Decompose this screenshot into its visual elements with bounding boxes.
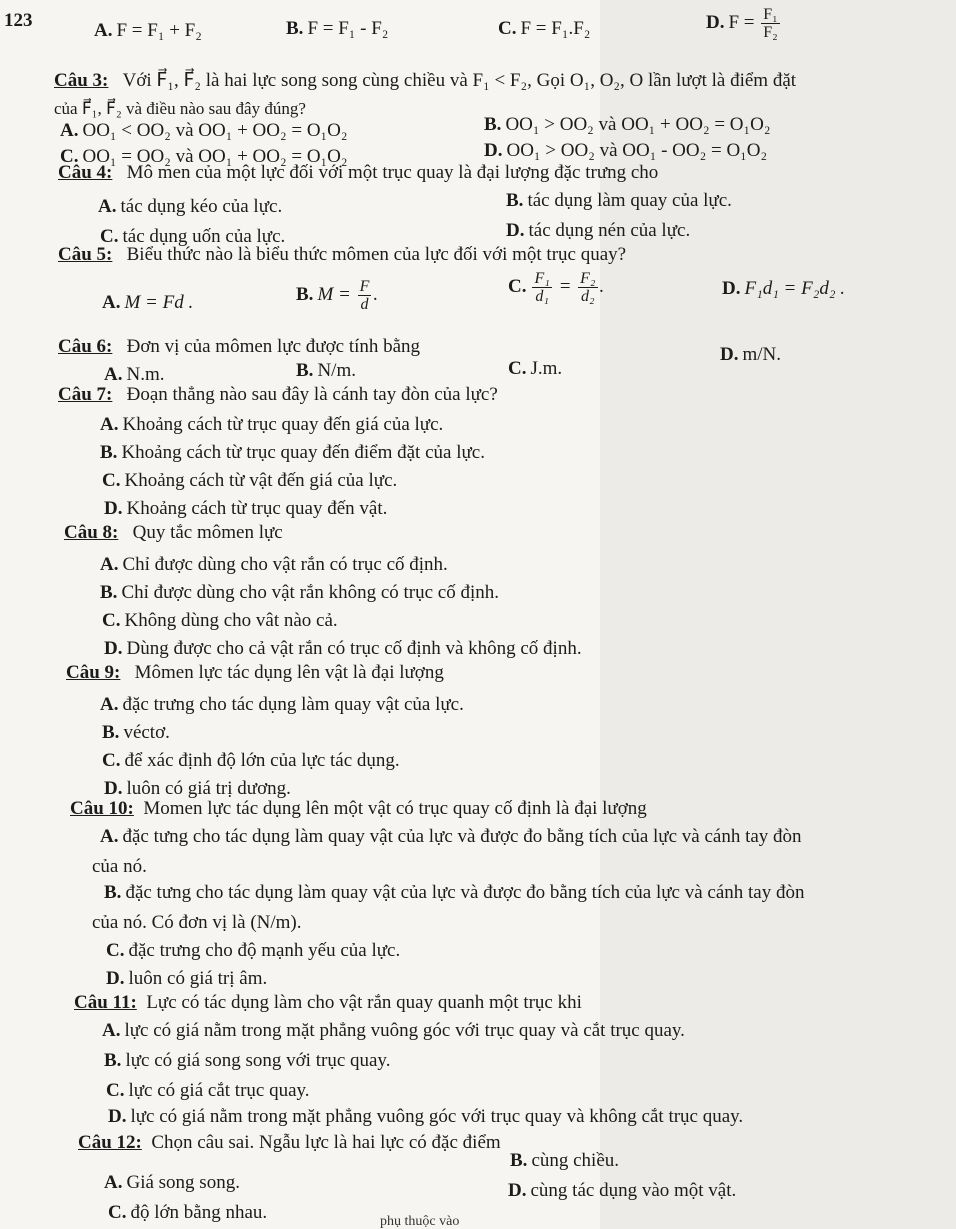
- question-5-option-d: D. F₁d₁ = F₂d₂ .: [722, 278, 845, 299]
- top-option-d: D. F = $\frac{\text{F₁}}{\text{F₂}}$: [706, 6, 778, 41]
- question-6-option-a: A. N.m.: [104, 364, 165, 385]
- question-10-option-b-cont: của nó. Có đơn vị là (N/m).: [92, 912, 302, 933]
- question-8-stem: Câu 8: Quy tắc mômen lực: [64, 522, 283, 543]
- question-4-option-a: A. tác dụng kéo của lực.: [98, 196, 283, 217]
- question-3-stem-cont: của F⃗₁, F⃗₂ và điều nào sau đây đúng?: [54, 99, 306, 118]
- question-5-option-c: C. $\frac{\text{F₁}}{\text{d₁}}$ = $\frac{\text{F₂}}{\text{d₂}}$ .: [508, 270, 605, 305]
- page-number: 123: [4, 10, 33, 31]
- question-12-stem: Câu 12: Chọn câu sai. Ngẫu lực là hai lực có đặc điểm: [78, 1132, 501, 1153]
- top-option-a: A. F = F₁ + F₂: [94, 20, 202, 41]
- question-12-option-b: B. cùng chiều.: [510, 1150, 620, 1171]
- question-11-option-b: B. lực có giá song song với trục quay.: [104, 1050, 391, 1071]
- question-5-option-a: A. M = Fd .: [102, 292, 194, 313]
- question-4-option-c: C. tác dụng uốn của lực.: [100, 226, 286, 247]
- question-10-stem: Câu 10: Momen lực tác dụng lên một vật có trục quay cố định là đại lượng: [70, 798, 647, 819]
- question-3-stem: Câu 3: Với F⃗₁, F⃗₂ là hai lực song song cùng chiều và F₁ < F₂, Gọi O₁, O₂, O lần lượt là điểm đặt: [54, 70, 797, 91]
- question-11-option-a: A. lực có giá nằm trong mặt phẳng vuông góc với trục quay và cắt trục quay.: [102, 1020, 685, 1041]
- question-6-option-c: C. J.m.: [508, 358, 563, 379]
- question-12-option-c: C. độ lớn bằng nhau.: [108, 1202, 268, 1223]
- question-3-option-a: A. OO₁ < OO₂ và OO₁ + OO₂ = O₁O₂: [60, 120, 348, 141]
- question-7-option-c: C. Khoảng cách từ vật đến giá của lực.: [102, 470, 398, 491]
- footer-fragment: phụ thuộc vào: [380, 1214, 460, 1229]
- question-7-option-d: D. Khoảng cách từ trục quay đến vật.: [104, 498, 388, 519]
- question-9-option-b: B. véctơ.: [102, 722, 170, 743]
- question-7-option-b: B. Khoảng cách từ trục quay đến điểm đặt của lực.: [100, 442, 485, 463]
- question-4-stem: Câu 4: Mô men của một lực đối với một trục quay là đại lượng đặc trưng cho: [58, 162, 659, 183]
- question-12-option-a: A. Giá song song.: [104, 1172, 240, 1193]
- question-9-option-a: A. đặc trưng cho tác dụng làm quay vật của lực.: [100, 694, 464, 715]
- question-6-option-d: D. m/N.: [720, 344, 782, 365]
- question-10-option-b: B. đặc tưng cho tác dụng làm quay vật của lực và được đo bằng tích của lực và cánh tay đòn: [104, 882, 805, 903]
- question-8-option-b: B. Chỉ được dùng cho vật rắn không có trục cố định.: [100, 582, 500, 603]
- question-9-stem: Câu 9: Mômen lực tác dụng lên vật là đại lượng: [66, 662, 444, 683]
- question-6-option-b: B. N/m.: [296, 360, 356, 381]
- page-shade: [600, 0, 956, 1229]
- question-3-option-d: D. OO₁ > OO₂ và OO₁ - OO₂ = O₁O₂: [484, 140, 768, 161]
- question-7-option-a: A. Khoảng cách từ trục quay đến giá của lực.: [100, 414, 444, 435]
- question-7-stem: Câu 7: Đoạn thẳng nào sau đây là cánh tay đòn của lực?: [58, 384, 498, 405]
- question-5-option-b: B. M = $\frac{F}{d}$ .: [296, 278, 379, 313]
- question-6-stem: Câu 6: Đơn vị của mômen lực được tính bằng: [58, 336, 421, 357]
- question-11-option-d: D. lực có giá nằm trong mặt phẳng vuông góc với trục quay và không cắt trục quay.: [108, 1106, 744, 1127]
- top-option-b: B. F = F₁ - F₂: [286, 18, 389, 39]
- question-11-option-c: C. lực có giá cắt trục quay.: [106, 1080, 310, 1101]
- question-3-option-b: B. OO₁ > OO₂ và OO₁ + OO₂ = O₁O₂: [484, 114, 771, 135]
- question-9-option-c: C. để xác định độ lớn của lực tác dụng.: [102, 750, 400, 771]
- question-10-option-c: C. đặc trưng cho độ mạnh yếu của lực.: [106, 940, 401, 961]
- question-4-option-b: B. tác dụng làm quay của lực.: [506, 190, 732, 211]
- question-11-stem: Câu 11: Lực có tác dụng làm cho vật rắn quay quanh một trục khi: [74, 992, 582, 1013]
- question-8-option-d: D. Dùng được cho cả vật rắn có trục cố định và không cố định.: [104, 638, 582, 659]
- question-10-option-d: D. luôn có giá trị âm.: [106, 968, 268, 989]
- question-9-option-d: D. luôn có giá trị dương.: [104, 778, 291, 799]
- question-8-option-a: A. Chỉ được dùng cho vật rắn có trục cố định.: [100, 554, 448, 575]
- question-4-option-d: D. tác dụng nén của lực.: [506, 220, 691, 241]
- question-8-option-c: C. Không dùng cho vât nào cả.: [102, 610, 338, 631]
- question-12-option-d: D. cùng tác dụng vào một vật.: [508, 1180, 737, 1201]
- question-10-option-a: A. đặc tưng cho tác dụng làm quay vật của lực và được đo bằng tích của lực và cánh tay đòn: [100, 826, 802, 847]
- top-option-c: C. F = F₁.F₂: [498, 18, 591, 39]
- question-3-option-c: C. OO₁ = OO₂ và OO₁ + OO₂ = O₁O₂: [60, 146, 348, 167]
- question-10-option-a-cont: của nó.: [92, 856, 147, 877]
- question-5-stem: Câu 5: Biểu thức nào là biểu thức mômen của lực đối với một trục quay?: [58, 244, 627, 265]
